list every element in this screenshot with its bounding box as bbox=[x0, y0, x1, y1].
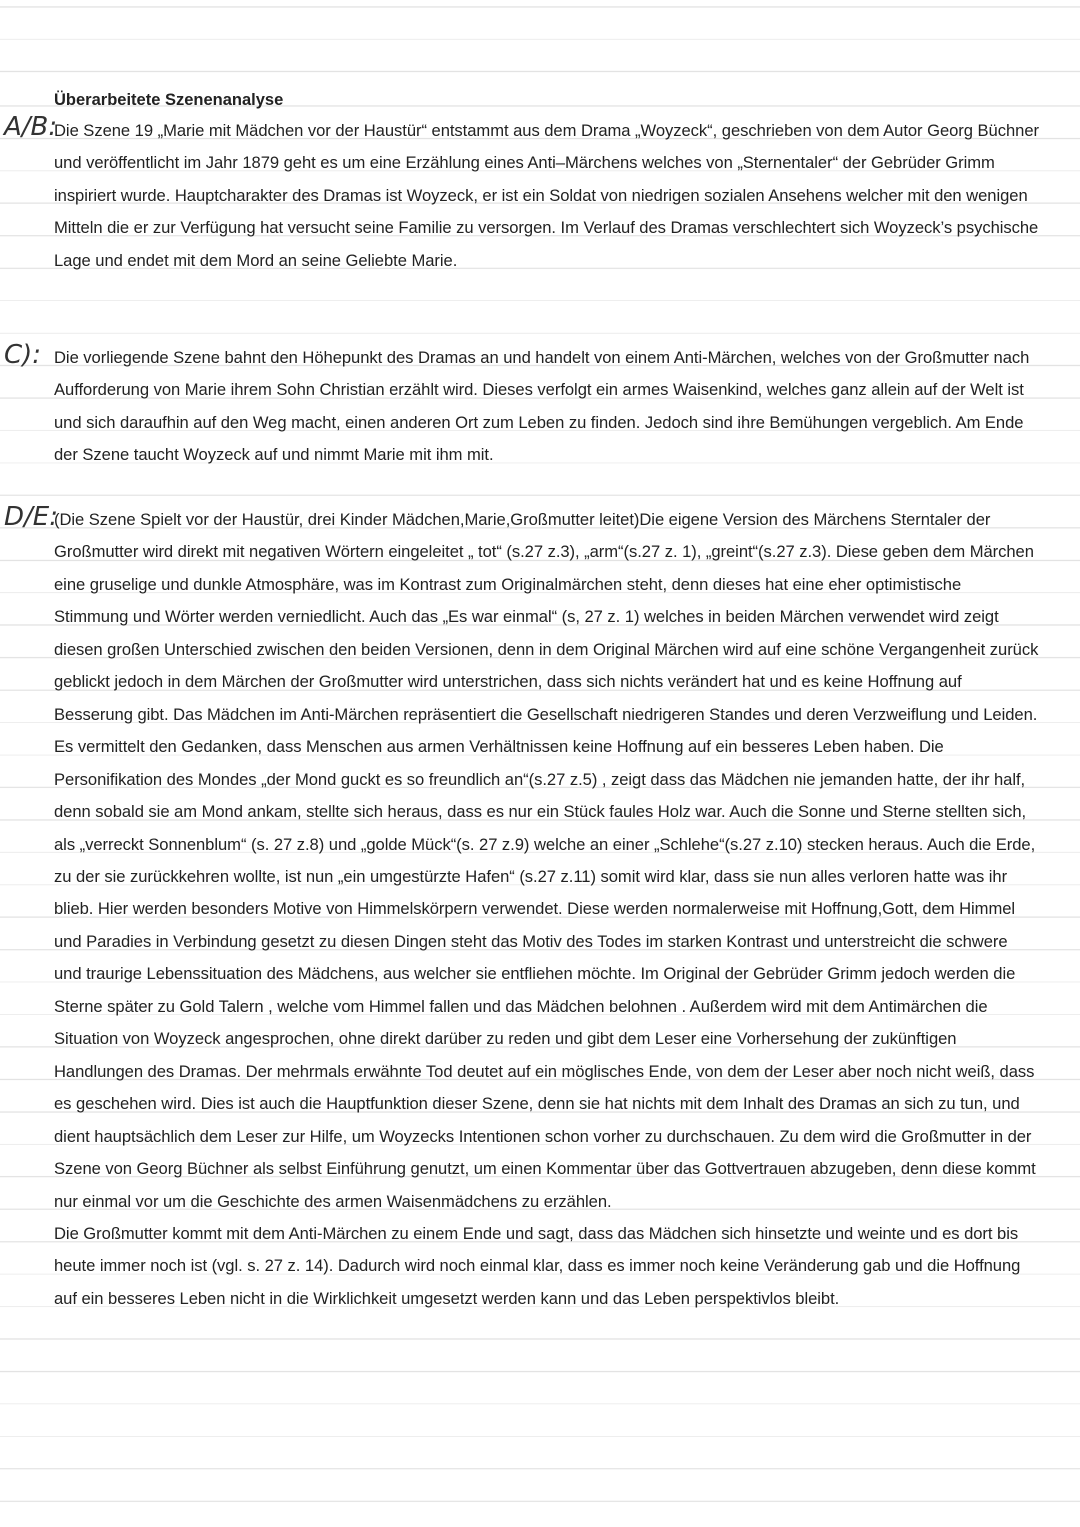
section-marker-c: C): bbox=[4, 340, 42, 370]
paragraph-introduction: Die Szene 19 „Marie mit Mädchen vor der Haustür“ entstammt aus dem Drama „Woyzeck“, geschrieben von dem Autor Georg Büchner und veröffentlicht im Jahr 1879 geht es um eine Erzählung eines Anti–Märchens welches von „Sternentaler“ der Gebrüder Grimm inspiriert wurde. Hauptcharakter des Dramas ist Woyzeck, er ist ein Soldat von niedrigen sozialen Ansehens welcher mit den wenigen Mitteln die er zur Verfügung hat versucht seine Familie zu versorgen. Im Verlauf des Dramas verschlechtert sich Woyzeck’s psychische Lage und endet mit dem Mord an seine Geliebte Marie. bbox=[54, 121, 1039, 270]
page-title: Überarbeitete Szenenanalyse bbox=[54, 91, 284, 109]
analysis-text: (Die Szene Spielt vor der Haustür, drei Kinder Mädchen,Marie,Großmutter leitet)Die eigene Version des Märchens Sterntaler der Großmutter wird direkt mit negativen Wörtern eingeleitet „ tot“ (s.27 z.3), „arm“(s.27 z. 1), „greint“(s.27 z.3). Diese geben dem Märchen eine gruselige und dunkle Atmosphäre, was im Kontrast zum Originalmärchen steht, denn dieses hat eine eher optimistische Stimmung und Wörter werden verniedlicht. Auch das „Es war einmal“ (s, 27 z. 1) welches in beiden Märchen verwendet wird zeigt diesen großen Unterschied zwischen den beiden Versionen, denn in dem Original Märchen wird auf eine schöne Vergangenheit zurück geblickt jedoch in dem Märchen der Großmutter wird unterstrichen, dass sich nichts verändert hat und es keine Hoffnung auf Besserung gibt. Das Mädchen im Anti-Märchen repräsentiert die Gesellschaft niedrigeren Standes und deren Verzweiflung und Leiden. Es vermittelt den Gedanken, dass Menschen aus armen Verhältnissen keine Hoffnung auf ein besseres Leben haben. Die Personifikation des Mondes „der Mond guckt es so freundlich an“(s.27 z.5) , zeigt dass das Mädchen nie jemanden hatte, der ihr half, denn sobald sie am Mond ankam, stellte sich heraus, dass es nur ein Stück faules Holz war. Auch die Sonne und Sterne stellten sich, als „verreckt Sonnenblum“ (s. 27 z.8) und „golde Mück“(s. 27 z.9) welche an einer „Schlehe“(s.27 z.10) stecken heraus. Auch die Erde, zu der sie zurückkehren wollte, ist nun „ein umgestürzte Hafen“ (s.27 z.11) somit wird klar, dass sie nun alles verloren hatte was ihr blieb. Hier werden besonders Motive von Himmelskörpern verwendet. Diese werden normalerweise mit Hoffnung,Gott, dem Himmel und Paradies in Verbindung gesetzt zu diesen Dingen steht das Motiv des Todes im starken Kontrast und unterstreicht die schwere und traurige Lebenssituation des Mädchens, aus welcher sie entfliehen möchte. Im Original der Gebrüder Grimm jedoch werden die Sterne später zu Gold Talern , welche vom Himmel fallen und das Mädchen belohnen . Außerdem wird mit dem Antimärchen die Situation von Woyzeck angesprochen, ohne direkt darüber zu reden und gibt dem Leser eine Vorhersehung der zukünftigen Handlungen des Dramas. Der mehrmals erwähnte Tod deutet auf ein möglisches Ende, von dem der Leser aber noch nicht weiß, dass es geschehen wird. Dies ist auch die Hauptfunktion dieser Szene, denn sie hat nichts mit dem Inhalt des Dramas an sich zu tun, und dient hauptsächlich dem Leser zur Hilfe, um Woyzecks Intentionen schon vorher zu durchschauen. Zu dem wird die Großmutter in der Szene von Georg Büchner als selbst Einführung genutzt, um einen Kommentar über das Gottvertrauen abzugeben, denn diese kommt nur einmal vor um die Geschichte des armen Waisenmädchens zu erzählen. bbox=[54, 510, 1039, 1211]
paragraph-summary: Die vorliegende Szene bahnt den Höhepunkt des Dramas an und handelt von einem Anti-Märchen, welches von der Großmutter nach Aufforderung von Marie ihrem Sohn Christian erzählt wird. Dieses verfolgt ein armes Waisenkind, welches ganz allein auf der Welt ist und sich daraufhin auf den Weg macht, einen anderen Ort zum Leben zu finden. Jedoch sind ihre Bemühungen vergeblich. Am Ende der Szene taucht Woyzeck auf und nimmt Marie mit ihm mit. bbox=[54, 348, 1030, 465]
section-marker-ab: A/B: bbox=[4, 112, 58, 142]
paragraph-analysis bbox=[54, 504, 1039, 1315]
section-marker-de: D/E: bbox=[4, 502, 58, 532]
analysis-conclusion: Die Großmutter kommt mit dem Anti-Märchen zu einem Ende und sagt, dass das Mädchen sich hinsetzte und weinte und es dort bis heute immer noch ist (vgl. s. 27 z. 14). Dadurch wird noch einmal klar, dass es immer noch keine Veränderung gab und die Hoffnung auf ein besseres Leben nicht in die Wirklichkeit umgesetzt werden kann und das Leben perspektivlos bleibt. bbox=[54, 1223, 1021, 1308]
